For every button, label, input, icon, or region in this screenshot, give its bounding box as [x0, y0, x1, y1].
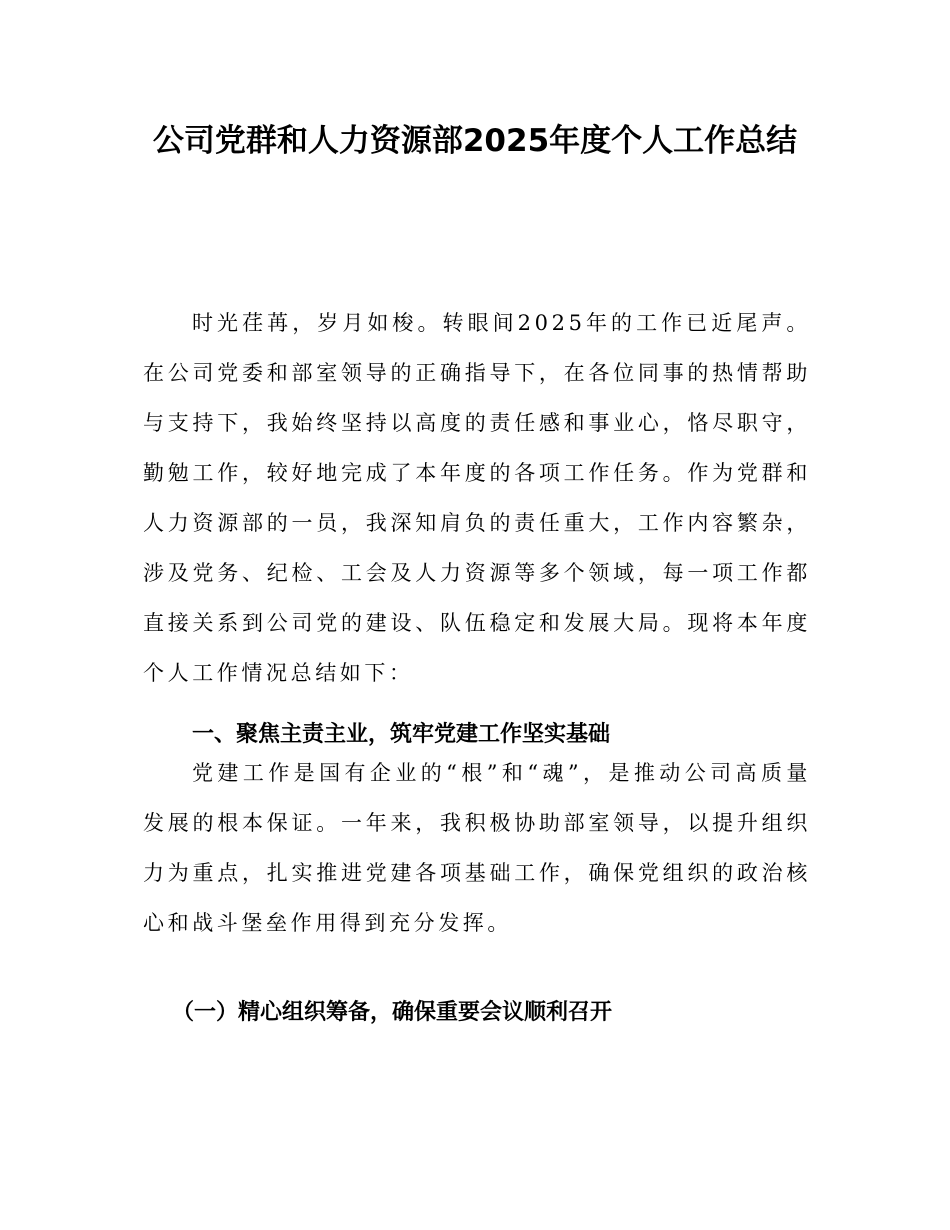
document-title: 公司党群和人力资源部2025年度个人工作总结	[152, 123, 798, 159]
section-paragraph: 党建工作是国有企业的“根”和“魂”，是推动公司高质量发展的根本保证。一年来，我积极协助部室领导，以提升组织力为重点，扎实推进党建各项基础工作，确保党组织的政治核心和战斗堡垒作用得到充分发挥。	[143, 761, 811, 935]
section-heading: 一、聚焦主责主业，筑牢党建工作坚实基础	[192, 722, 611, 747]
subsection-heading: （一）精心组织筹备，确保重要会议顺利召开	[172, 1000, 613, 1025]
intro-paragraph: 时光荏苒，岁月如梭。转眼间2025年的工作已近尾声。在公司党委和部室领导的正确指导下，在各位同事的热情帮助与支持下，我始终坚持以高度的责任感和事业心，恪尽职守，勤勉工作，较好地完成了本年度的各项工作任务。作为党群和人力资源部的一员，我深知肩负的责任重大，工作内容繁杂，涉及党务、纪检、工会及人力资源等多个领域，每一项工作都直接关系到公司党的建设、队伍稳定和发展大局。现将本年度个人工作情况总结如下：	[143, 311, 811, 685]
